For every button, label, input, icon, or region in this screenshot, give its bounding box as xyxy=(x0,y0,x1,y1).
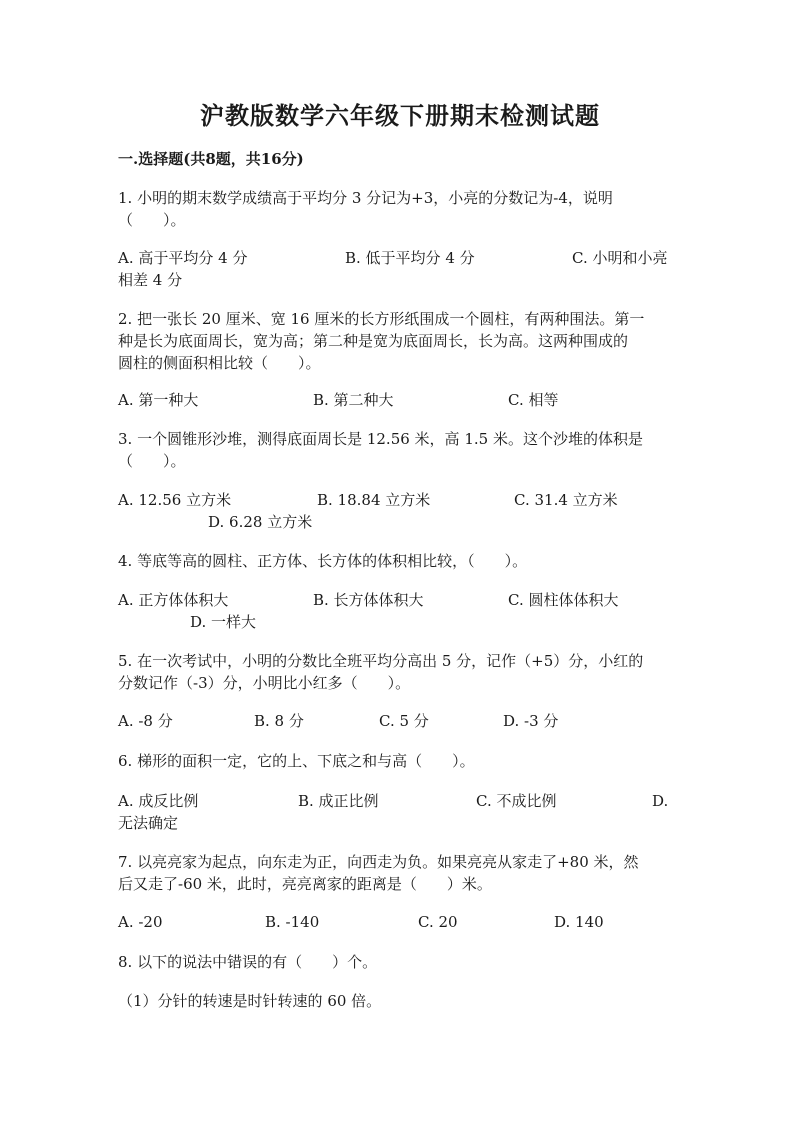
question-5-line-1: 5. 在一次考试中，小明的分数比全班平均分高出 5 分，记作（+5）分，小红的 xyxy=(118,652,644,670)
question-4-option-d: D. 一样大 xyxy=(190,613,257,631)
question-4-line-1: 4. 等底等高的圆柱、正方体、长方体的体积相比较，（ ）。 xyxy=(118,552,528,570)
question-2-option-b: B. 第二种大 xyxy=(313,391,394,409)
question-3-option-b: B. 18.84 立方米 xyxy=(317,491,431,509)
question-6-option-d: D. xyxy=(652,792,669,810)
question-2-line-3: 圆柱的侧面积相比较（ ）。 xyxy=(118,354,321,372)
question-1-option-c-cont: 相差 4 分 xyxy=(118,271,183,289)
question-1-option-a: A. 高于平均分 4 分 xyxy=(118,249,248,267)
question-4-option-b: B. 长方体体积大 xyxy=(313,591,424,609)
question-6-option-c: C. 不成比例 xyxy=(476,792,557,810)
question-3-option-d: D. 6.28 立方米 xyxy=(208,513,313,531)
question-7-option-d: D. 140 xyxy=(554,913,604,931)
question-8-sub-item-1: （1）分针的转速是时针转速的 60 倍。 xyxy=(118,992,382,1010)
question-7-line-2: 后又走了-60 米，此时，亮亮离家的距离是（ ）米。 xyxy=(118,875,492,893)
question-3-option-c: C. 31.4 立方米 xyxy=(514,491,618,509)
question-2-option-c: C. 相等 xyxy=(508,391,559,409)
question-5-line-2: 分数记作（-3）分，小明比小红多（ ）。 xyxy=(118,674,411,692)
page-title: 沪教版数学六年级下册期末检测试题 xyxy=(200,101,600,130)
question-3-line-1: 3. 一个圆锥形沙堆，测得底面周长是 12.56 米，高 1.5 米。这个沙堆的体积是 xyxy=(118,430,643,448)
question-1-line-1: 1. 小明的期末数学成绩高于平均分 3 分记为+3，小亮的分数记为-4，说明 xyxy=(118,189,613,207)
question-6-option-d-cont: 无法确定 xyxy=(118,814,179,832)
question-6-option-b: B. 成正比例 xyxy=(298,792,379,810)
question-2-line-1: 2. 把一张长 20 厘米、宽 16 厘米的长方形纸围成一个圆柱，有两种围法。第一 xyxy=(118,310,645,328)
question-7-option-a: A. -20 xyxy=(118,913,163,931)
question-2-line-2: 种是长为底面周长，宽为高；第二种是宽为底面周长，长为高。这两种围成的 xyxy=(118,332,629,350)
section-heading: 一.选择题(共8题，共16分) xyxy=(118,150,304,168)
question-7-line-1: 7. 以亮亮家为起点，向东走为正，向西走为负。如果亮亮从家走了+80 米，然 xyxy=(118,853,639,871)
question-7-option-c: C. 20 xyxy=(418,913,458,931)
question-3-line-2: （ ）。 xyxy=(118,452,186,470)
question-5-option-b: B. 8 分 xyxy=(254,712,304,730)
question-8-line-1: 8. 以下的说法中错误的有（ ）个。 xyxy=(118,953,378,971)
question-7-option-b: B. -140 xyxy=(265,913,320,931)
question-1-option-c: C. 小明和小亮 xyxy=(572,249,668,267)
question-2-option-a: A. 第一种大 xyxy=(118,391,199,409)
question-1-option-b: B. 低于平均分 4 分 xyxy=(345,249,475,267)
question-5-option-d: D. -3 分 xyxy=(503,712,559,730)
question-6-option-a: A. 成反比例 xyxy=(118,792,199,810)
question-5-option-c: C. 5 分 xyxy=(379,712,429,730)
question-1-line-2: （ ）。 xyxy=(118,211,186,229)
question-4-option-a: A. 正方体体积大 xyxy=(118,591,229,609)
question-4-option-c: C. 圆柱体体积大 xyxy=(508,591,619,609)
question-5-option-a: A. -8 分 xyxy=(118,712,173,730)
question-3-option-a: A. 12.56 立方米 xyxy=(118,491,232,509)
question-6-line-1: 6. 梯形的面积一定，它的上、下底之和与高（ ）。 xyxy=(118,752,475,770)
